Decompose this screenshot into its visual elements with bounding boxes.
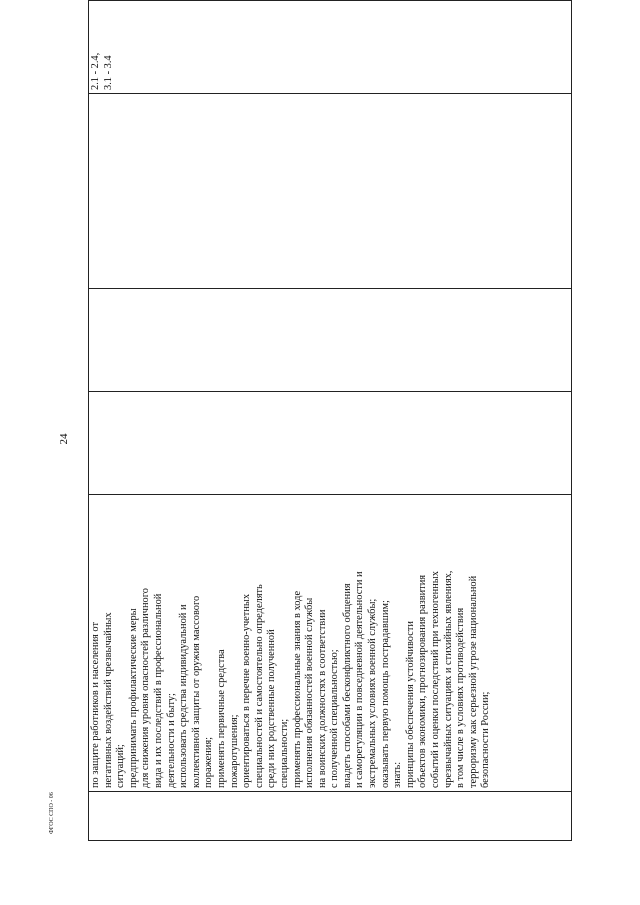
page-number: 24 — [58, 433, 70, 445]
index-cell — [89, 792, 572, 841]
skills-knowledge-cell: по защите работников и населения от негативных воздействий чрезвычайных ситуаций; предпринимать профилактические меры для снижения уровня опасностей различного вида и их последствий в профессиональной деятельности и быту; использовать средства индивидуальной и коллективной защиты от оружия массового поражения; применять первичные средства пожаротушения; ориентироваться в перечне военно-учетных специальностей и самостоятельно определять среди них родственные полученной специальности; применять профессиональные знания в ходе исполнения обязанностей военной службы на воинских должностях в соответствии с полученной специальностью; владеть способами бесконфликтного общения и саморегуляции в повседневной деятельности и экстремальных условиях военной службы; оказывать первую помощь пострадавшим; знать: принципы обеспечения устойчивости объектов экономики, прогнозирования развития событий и оценки последствий при техногенных чрезвычайных ситуациях и стихийных явлениях, в том числе в условиях противодействия терроризму как серьезной угрозе национальной безопасности России; — [89, 495, 572, 792]
footer-code: ФГОС СПО - 06 — [49, 792, 55, 834]
discipline-cell — [89, 94, 572, 289]
competency-codes-cell: 2.1 - 2.4, 3.1 - 3.4 — [89, 1, 572, 94]
rotated-table-wrapper — [88, 43, 572, 841]
hours-total-cell — [89, 392, 572, 495]
competency-table — [88, 0, 572, 841]
hours-mandatory-cell — [89, 289, 572, 392]
table-row — [89, 1, 572, 841]
